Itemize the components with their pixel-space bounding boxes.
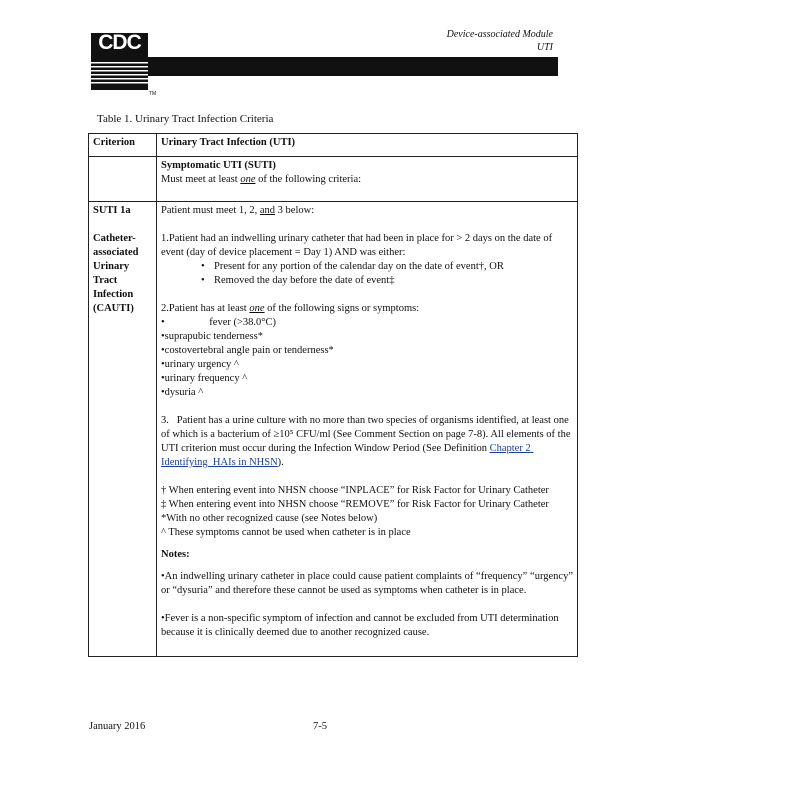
logo-text: CDC [98,31,141,54]
suti-criterion-cell [89,157,157,202]
suti1a-criterion-cell [89,202,157,657]
symptom-item: •urinary frequency ^ [161,373,248,384]
suti-title: Symptomatic UTI (SUTI) [161,160,276,171]
symptom-item: •suprapubic tenderness* [161,331,263,342]
suti-row [89,157,578,202]
footnote-catheter-symptoms: ^ These symptoms cannot be used when catheter is in place [161,527,411,538]
symptom-item: •costovertebral angle pain or tenderness* [161,345,334,356]
suti1a-row [89,202,578,657]
header-bar [148,57,558,76]
suti-requirement: Must meet at least one of the following criteria: [161,174,362,185]
footnote-remove: ‡ When entering event into NHSN choose “REMOVE” for Risk Factor for Urinary Catheter [161,499,549,510]
notes-heading: Notes: [161,549,190,560]
criterion-1-bullet-present: • Present for any portion of the calendar day on the date of event†, OR [161,260,573,274]
running-header [447,28,553,54]
suti1a-name: Catheter-associated Urinary Tract Infection (CAUTI) [93,233,139,314]
criterion-1-bullet-removed: • Removed the day before the date of event‡ [161,274,573,288]
logo-trademark: TM [149,91,157,97]
symptom-item: •urinary urgency ^ [161,359,239,370]
section-name: UTI [536,42,553,53]
symptom-item: •dysuria ^ [161,387,204,398]
uti-criteria-table [88,133,578,657]
table-header-row [89,134,578,157]
note-2: •Fever is a non-specific symptom of infection and cannot be excluded from UTI determination because it is clinically deemed due to another recognized cause. [161,613,559,638]
criterion-1: 1.Patient had an indwelling urinary catheter that had been in place for > 2 days on the date of event (day of device placement = Day 1) AND was either: [161,233,553,258]
note-1: •An indwelling urinary catheter in place could cause patient complaints of “frequency” “urgency” or “dysuria” and therefore these cannot be used as symptoms when catheter is in place. [161,571,573,596]
criterion-2: 2.Patient has at least one of the following signs or symptoms: [161,303,420,314]
criteria-intro: Patient must meet 1, 2, and 3 below: [161,205,315,216]
footer-date: January 2016 [89,721,146,732]
logo-stripes [91,62,148,86]
header-criterion: Criterion [89,134,157,157]
chapter-2-link[interactable]: Chapter 2 Identifying HAIs in NHSN [161,443,534,468]
header-uti: Urinary Tract Infection (UTI) [157,134,578,157]
footnote-other-cause: *With no other recognized cause (see Notes below) [161,513,378,524]
cdc-logo [91,33,148,90]
footer-page-number: 7-5 [313,721,327,732]
suti-description-cell [157,157,578,202]
module-name: Device-associated Module [446,29,553,40]
symptom-item: • fever (>38.0°C) [161,317,276,328]
criterion-3: 3. Patient has a urine culture with no more than two species of organisms identified, at least one of which is a bacterium of ≥10⁵ CFU/ml (See Comment Section on page 7-8). All elements of the UTI criterion must occur during the Infection Window Period (See Definition Chapter 2 Identifying HAIs in NHSN). [161,415,574,468]
suti1a-code: SUTI 1a [93,205,131,216]
suti1a-description-cell [157,202,578,657]
footnote-inplace: † When entering event into NHSN choose “INPLACE” for Risk Factor for Urinary Catheter [161,485,549,496]
table-caption: Table 1. Urinary Tract Infection Criteria [97,113,274,125]
